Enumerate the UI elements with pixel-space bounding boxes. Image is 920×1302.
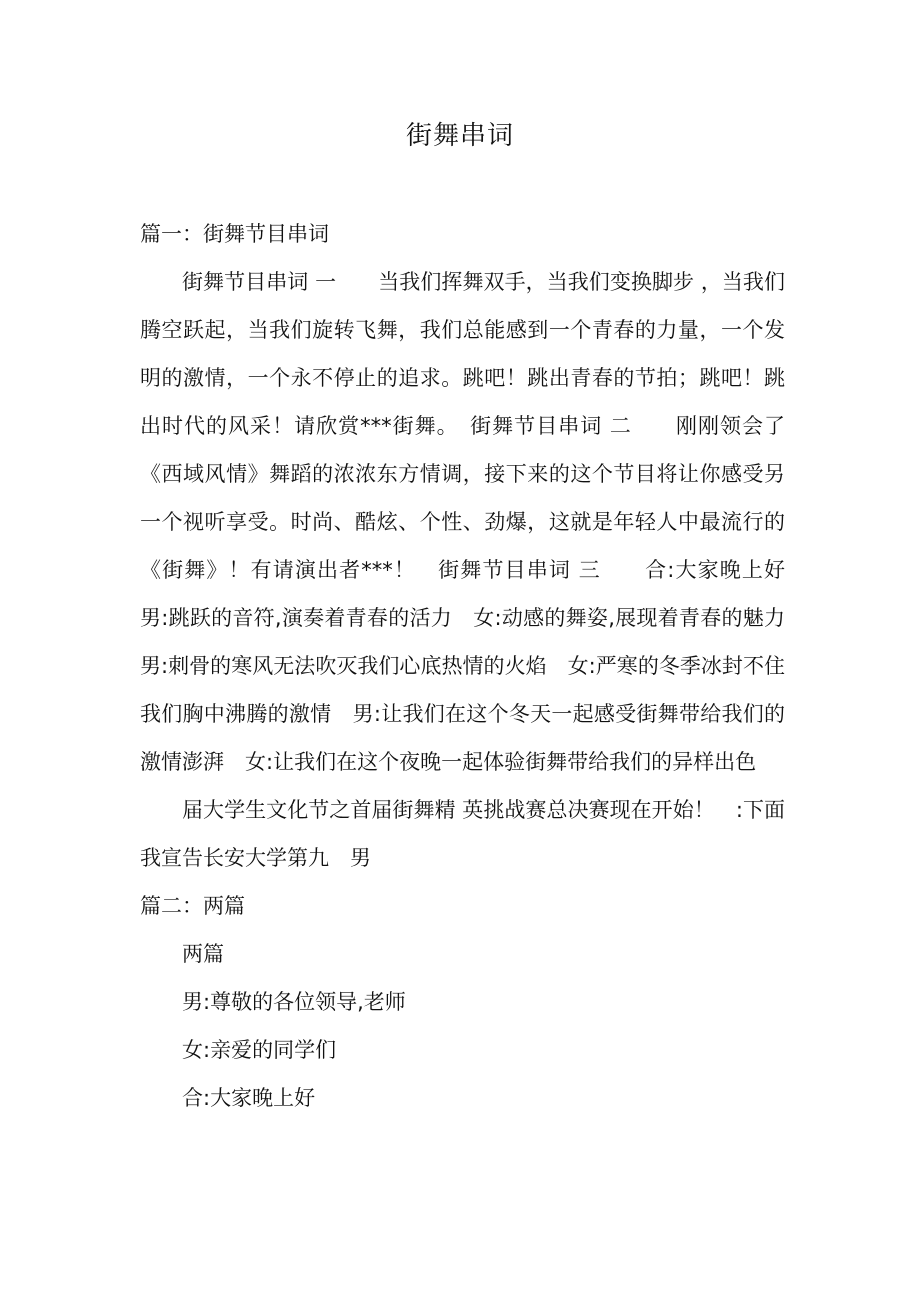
text-line: 两篇 (182, 942, 224, 966)
document-body (140, 210, 806, 1122)
section-heading-1: 篇一：街舞节目串词 (140, 222, 329, 246)
paragraph-2: 届大学生文化节之首届街舞精 英挑战赛总决赛现在开始！ :下面我宣告长安大学第九 男 (140, 798, 785, 870)
text-line: 合:大家晚上好 (182, 1086, 316, 1110)
text-line: 女:亲爱的同学们 (182, 1038, 337, 1062)
document-title: 街舞串词 (405, 121, 514, 151)
section-heading-2: 篇二：两篇 (140, 894, 245, 918)
text-line: 男:尊敬的各位领导,老师 (182, 990, 406, 1014)
paragraph-1: 街舞节目串词 一 当我们挥舞双手，当我们变换脚步 ，当我们腾空跃起，当我们旋转飞舞，我们总能感到一个青春的力量，一个发明的激情，一个永不停止的追求。跳吧！跳出青春的节拍；跳吧！跳出时代的风采！请欣赏***街舞。 街舞节目串词 二 刚刚领会了《西域风情》舞蹈的浓浓东方情调，接下来的这个节目将让你感受另一个视听享受。时尚、酷炫、个性、劲爆，这就是年轻人中最流行的《街舞》！有请演出者***！ 街舞节目串词 三 合:大家晚上好 男:跳跃的音符,演奏着青春的活力 女:动感的舞姿,展现着青春的魅力 男:刺骨的寒风无法吹灭我们心底热情的火焰 女:严寒的冬季冰封不住我们胸中沸腾的激情 男:让我们在这个冬天一起感受街舞带给我们的激情澎湃 女:让我们在这个夜晚一起体验街舞带给我们的异样出色 (140, 270, 806, 774)
